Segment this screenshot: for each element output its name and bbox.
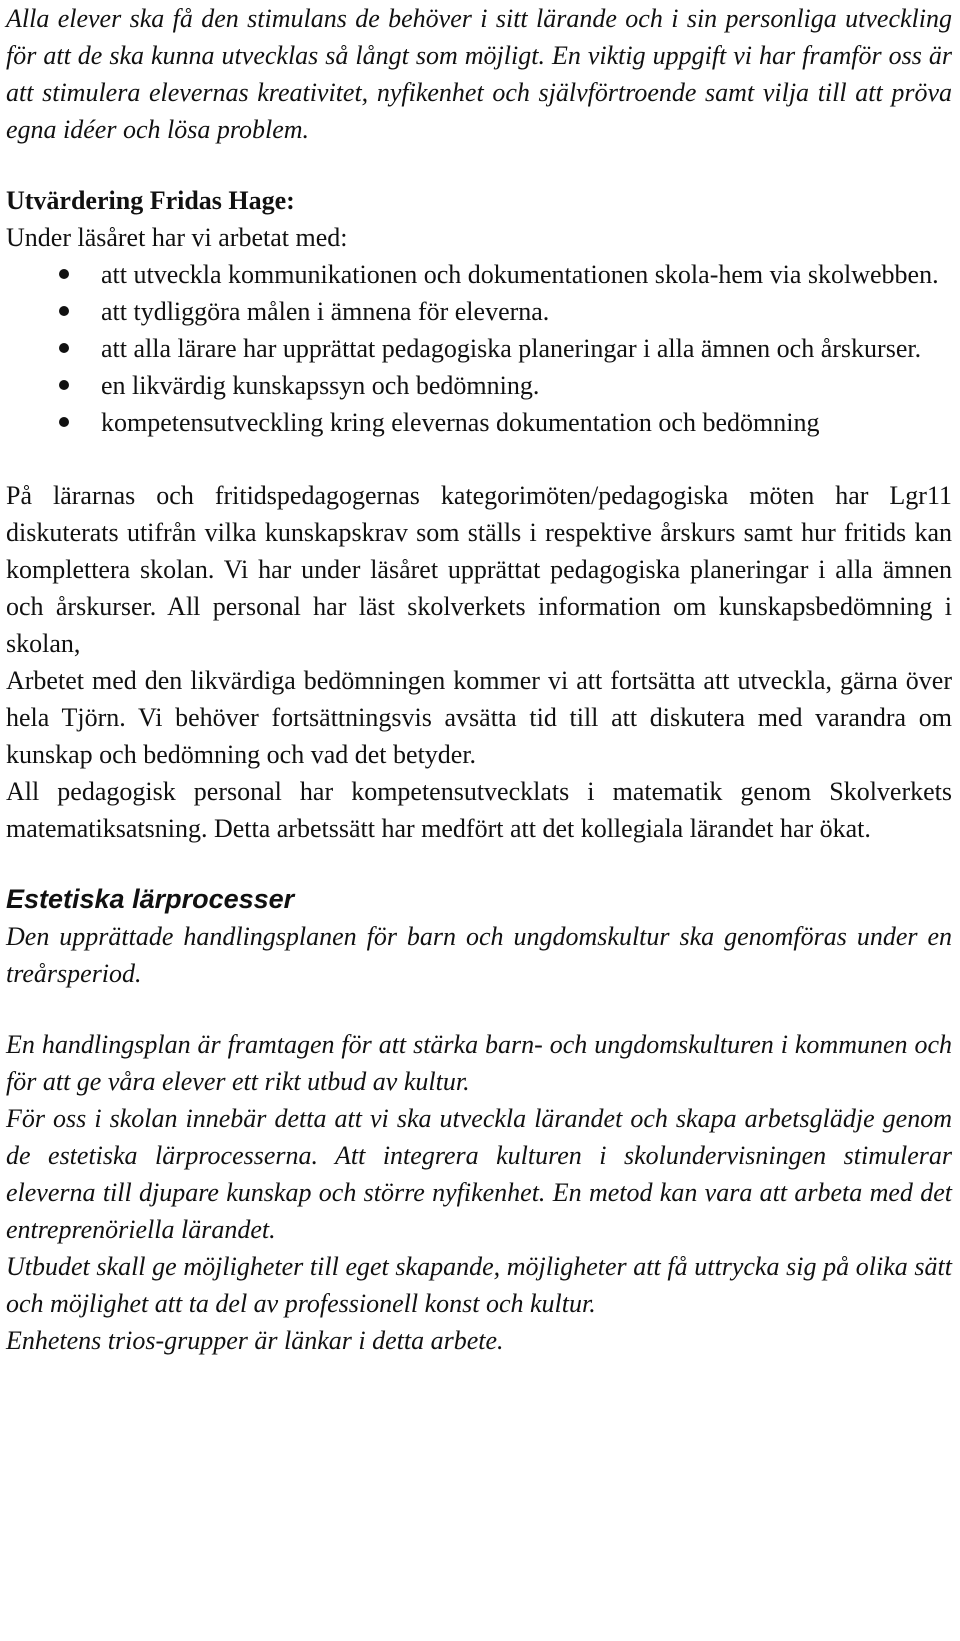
evaluation-heading: Utvärdering Fridas Hage: (6, 186, 295, 215)
list-item-text: att tydliggöra målen i ämnena för eleverna. (101, 297, 550, 326)
evaluation-section (6, 182, 952, 847)
aesthetic-heading: Estetiska lärprocesser (6, 884, 295, 914)
list-item (101, 367, 952, 404)
bullet-icon (59, 306, 69, 316)
aesthetic-paragraph-1: Den upprättade handlingsplanen för barn och ungdomskultur ska genomföras under en treårsperiod. (6, 922, 952, 988)
list-item-text: att utveckla kommunikationen och dokumentationen skola-hem via skolwebben. (101, 260, 939, 289)
aesthetic-paragraph-4: Utbudet skall ge möjligheter till eget skapande, möjligheter att få uttrycka sig på olika sätt och möjlighet att ta del av professionell konst och kultur. (6, 1252, 952, 1318)
aesthetic-paragraph-3: För oss i skolan innebär detta att vi ska utveckla lärandet och skapa arbetsglädje genom de estetiska lärprocesserna. Att integrera kulturen i skolundervisningen stimulerar eleverna till djupare kunskap och större nyfikenhet. En metod kan vara att arbeta med det entreprenöriella lärandet. (6, 1104, 952, 1244)
aesthetic-paragraph-2: En handlingsplan är framtagen för att stärka barn- och ungdomskulturen i kommunen och för att ge våra elever ett rikt utbud av kultur. (6, 1030, 952, 1096)
evaluation-paragraph-3: All pedagogisk personal har kompetensutvecklats i matematik genom Skolverkets matematiksatsning. Detta arbetssätt har medfört att det kollegiala lärandet har ökat. (6, 777, 952, 843)
aesthetic-section (6, 881, 952, 1359)
evaluation-paragraph-1: På lärarnas och fritidspedagogernas kategorimöten/pedagogiska möten har Lgr11 diskuterats utifrån vilka kunskapskrav som ställs i respektive årskurs samt hur fritids kan komplettera skolan. Vi har under läsåret upprättat pedagogiska planeringar i alla ämnen och årskurser. All personal har läst skolverkets information om kunskapsbedömning i skolan, (6, 481, 952, 658)
evaluation-lead: Under läsåret har vi arbetat med: (6, 223, 348, 252)
aesthetic-paragraph-5: Enhetens trios-grupper är länkar i detta arbete. (6, 1326, 504, 1355)
bullet-icon (59, 269, 69, 279)
list-item-text: kompetensutveckling kring elevernas dokumentation och bedömning (101, 408, 820, 437)
intro-paragraph: Alla elever ska få den stimulans de behöver i sitt lärande och i sin personliga utveckling för att de ska kunna utvecklas så långt som möjligt. En viktig uppgift vi har framför oss är att stimulera elevernas kreativitet, nyfikenhet och självförtroende samt vilja till att pröva egna idéer och lösa problem. (6, 4, 952, 144)
list-item (101, 404, 952, 441)
evaluation-paragraph-2: Arbetet med den likvärdiga bedömningen kommer vi att fortsätta att utveckla, gärna över hela Tjörn. Vi behöver fortsättningsvis avsätta tid till att diskutera med varandra om kunskap och bedömning och vad det betyder. (6, 666, 952, 769)
evaluation-list (6, 256, 952, 441)
bullet-icon (59, 417, 69, 427)
list-item (101, 293, 952, 330)
list-item-text: att alla lärare har upprättat pedagogiska planeringar i alla ämnen och årskurser. (101, 334, 922, 363)
bullet-icon (59, 343, 69, 353)
bullet-icon (59, 380, 69, 390)
list-item (101, 330, 952, 367)
list-item-text: en likvärdig kunskapssyn och bedömning. (101, 371, 540, 400)
list-item (101, 256, 952, 293)
